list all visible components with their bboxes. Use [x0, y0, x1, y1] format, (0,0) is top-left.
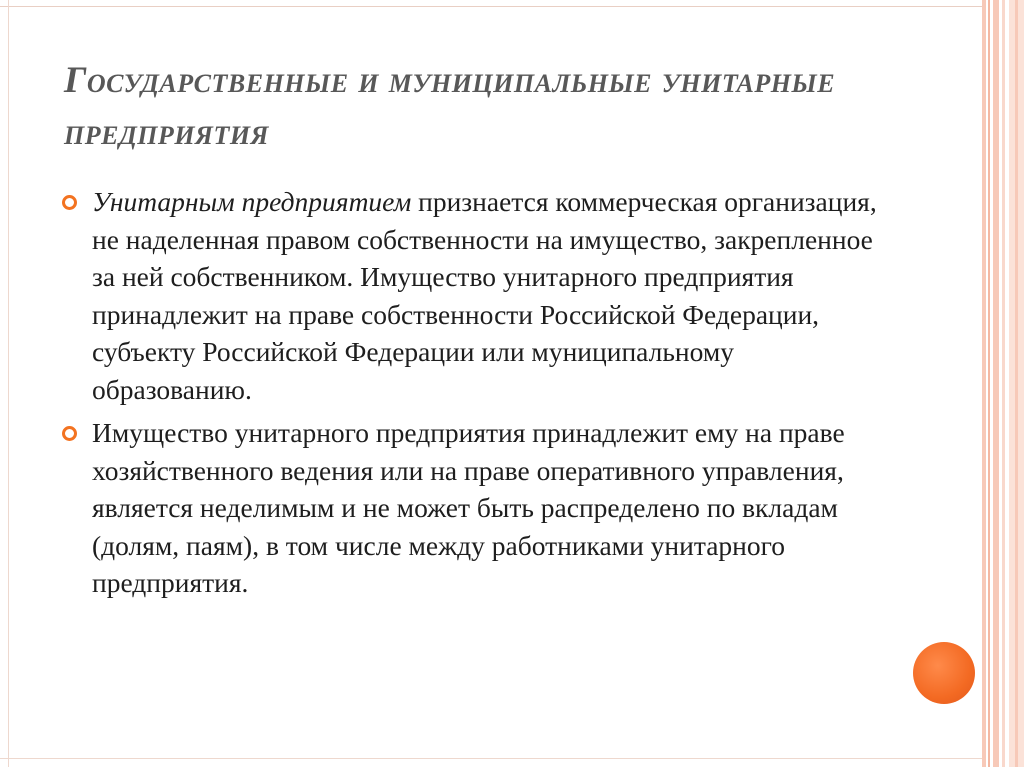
frame-top-border	[0, 0, 982, 7]
orange-ring-bullet-icon	[62, 426, 77, 441]
bullet-item	[62, 183, 882, 408]
decor-stripe	[993, 0, 999, 767]
slide-title: Государственные и муниципальные унитарные предприятия	[64, 60, 836, 153]
orange-circle-icon	[913, 642, 975, 704]
bullet-item	[62, 414, 882, 602]
decor-stripe	[1015, 0, 1018, 767]
frame-bottom-border	[0, 758, 982, 759]
bullet-list	[62, 183, 882, 608]
frame-left-border	[8, 0, 9, 767]
decor-stripe	[1002, 0, 1005, 767]
decor-stripe	[988, 0, 990, 767]
orange-ring-bullet-icon	[62, 195, 77, 210]
bullet-term: Унитарным предприятием	[92, 186, 412, 217]
bullet-text: Имущество унитарного предприятия принадлежит ему на праве хозяйственного ведения или на праве оперативного управления, является неделимым и не может быть распределено по вкладам (долям, паям), в том числе между работниками унитарного предприятия.	[92, 417, 845, 598]
bullet-text: признается коммерческая организация, не наделенная правом собственности на имущество, закрепленное за ней собственником. Имущество унитарного предприятия принадлежит на праве собственности Российской Федерации, субъекту Российской Федерации или муниципальному образованию.	[92, 186, 877, 405]
decor-stripe	[982, 0, 986, 767]
